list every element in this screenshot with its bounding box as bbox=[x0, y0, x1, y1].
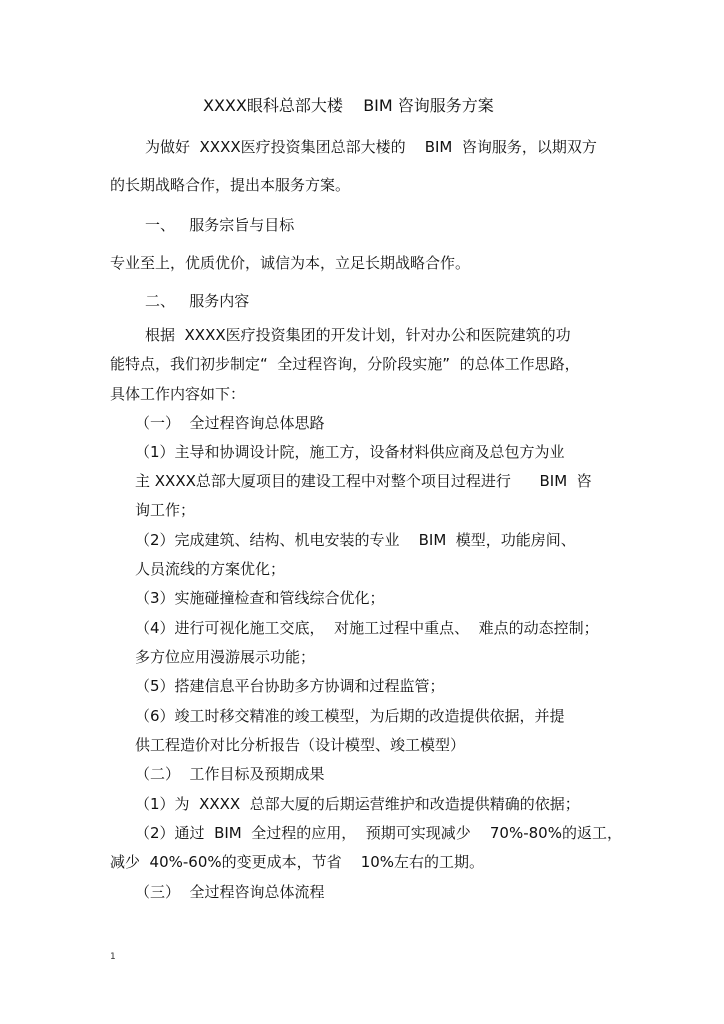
text-line-24: 减少 40%-60%的变更成本，节省 10%左右的工期。 bbox=[110, 853, 485, 871]
text-line-15: （3）实施碰撞检查和管线综合优化； bbox=[135, 589, 385, 607]
text-line-16: （4）进行可视化施工交底， 对施工过程中重点、 难点的动态控制； bbox=[135, 619, 599, 637]
text-line-6: 根据 XXXX医疗投资集团的开发计划，针对办公和医院建筑的功 bbox=[145, 326, 571, 344]
text-line-20: 供工程造价对比分析报告（设计模型、竣工模型） bbox=[135, 736, 466, 754]
subsection-heading-3: （三） 全过程咨询总体流程 bbox=[135, 883, 325, 901]
section-heading-1: 一、 服务宗旨与目标 bbox=[145, 216, 295, 234]
text-line-11: 主 XXXX总部大厦项目的建设工程中对整个项目过程进行 BIM 咨 bbox=[135, 472, 592, 490]
text-line-17: 多方位应用漫游展示功能； bbox=[135, 648, 316, 666]
text-line-13: （2）完成建筑、结构、机电安装的专业 BIM 模型，功能房间、 bbox=[135, 531, 576, 549]
text-line-22: （1）为 XXXX 总部大厦的后期运营维护和改造提供精确的依据； bbox=[135, 795, 580, 813]
text-line-7: 能特点，我们初步制定“ 全过程咨询，分阶段实施” 的总体工作思路， bbox=[110, 355, 580, 373]
page-title: XXXX眼科总部大楼 BIM 咨询服务方案 bbox=[203, 96, 494, 115]
page-number: 1 bbox=[110, 952, 116, 962]
text-line-23: （2）通过 BIM 全过程的应用， 预期可实现减少 70%-80%的返工， bbox=[135, 824, 622, 842]
text-line-14: 人员流线的方案优化； bbox=[135, 560, 286, 578]
section-heading-2: 二、 服务内容 bbox=[145, 292, 250, 310]
subsection-heading-1: （一） 全过程咨询总体思路 bbox=[135, 414, 325, 432]
text-line-19: （6）竣工时移交精准的竣工模型，为后期的改造提供依据，并提 bbox=[135, 707, 565, 725]
text-line-4: 专业至上，优质优价，诚信为本，立足长期战略合作。 bbox=[110, 254, 471, 272]
text-line-18: （5）搭建信息平台协助多方协调和过程监管； bbox=[135, 677, 445, 695]
subsection-heading-2: （二） 工作目标及预期成果 bbox=[135, 765, 325, 783]
text-line-8: 具体工作内容如下： bbox=[110, 385, 246, 403]
text-line-2: 的长期战略合作，提出本服务方案。 bbox=[110, 176, 351, 194]
text-line-10: （1）主导和协调设计院，施工方，设备材料供应商及总包方为业 bbox=[135, 443, 565, 461]
text-line-12: 询工作； bbox=[135, 501, 196, 519]
text-line-1: 为做好 XXXX医疗投资集团总部大楼的 BIM 咨询服务，以期双方 bbox=[145, 138, 597, 156]
